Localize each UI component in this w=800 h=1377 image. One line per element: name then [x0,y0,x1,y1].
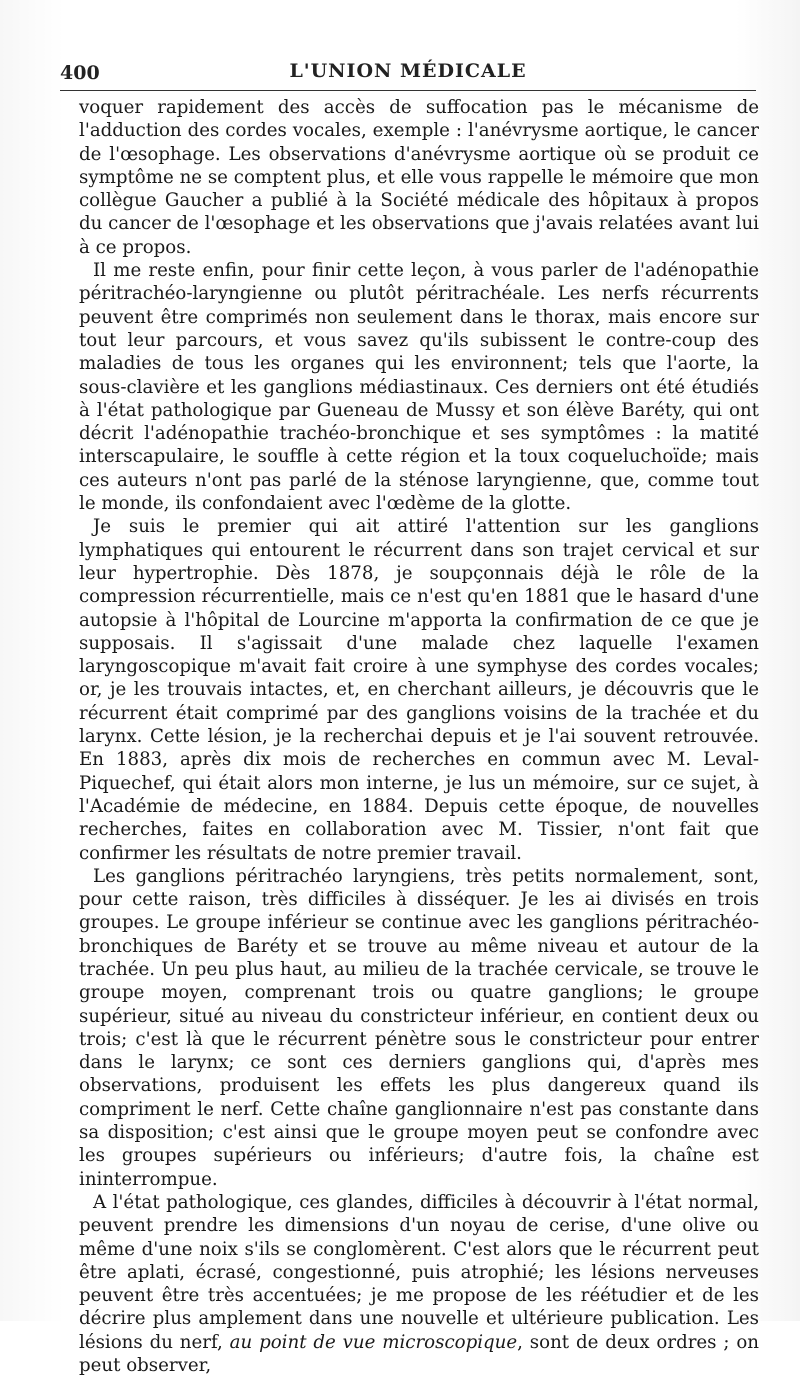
page-number: 400 [60,62,100,84]
paragraph-text: A l'état pathologique, ces glandes, difficiles à découvrir à l'état normal, peuvent prendre les dimensions d'un noyau de cerise, d'une olive ou même d'une noix s'ils se conglomèrent. C'est alors que le récurrent peut être aplati, écrasé, congestionné, puis atrophié; les lésions nerveuses peuvent être très accentuées; je me propose de les réétudier et de les décrire plus amplement dans une nouvelle et ultérieure publication. Les lésions du nerf, [79,1191,759,1353]
paragraph: voquer rapidement des accès de suffocation pas le mécanisme de l'adduction des cordes vocales, exemple : l'anévrysme aortique, le cancer de l'œsophage. Les observations d'anévrysme aortique où se produit ce symptôme ne se comptent plus, et elle vous rappelle le mémoire que mon collègue Gaucher a publié à la Société médicale des hôpitaux à propos du cancer de l'œsophage et les observations que j'avais relatées avant lui à ce propos. [79,97,759,258]
paragraph: Les ganglions péritrachéo laryngiens, très petits normalement, sont, pour cette raison, très difficiles à disséquer. Je les ai divisés en trois groupes. Le groupe inférieur se continue avec les ganglions péritrachéo-bronchiques de Baréty et se trouve au même niveau et autour de la trachée. Un peu plus haut, au milieu de la trachée cervicale, se trouve le groupe moyen, comprenant trois ou quatre ganglions; le groupe supérieur, situé au niveau du constricteur inférieur, en contient deux ou trois; c'est là que le récurrent pénètre sous le constricteur pour entrer dans le larynx; ce sont ces derniers ganglions qui, d'après mes observations, produisent les effets les plus dangereux quand ils compriment le nerf. Cette chaîne ganglionnaire n'est pas constante dans sa disposition; c'est ainsi que le groupe moyen peut se confondre avec les groupes supérieurs ou inférieurs; d'autre fois, la chaîne est ininterrompue. [79,865,759,1190]
header-rule [60,90,756,91]
italic-phrase: au point de vue microscopique [229,1331,518,1353]
paragraph: Je suis le premier qui ait attiré l'attention sur les ganglions lymphatiques qui entourent le récurrent dans son trajet cervical et sur leur hypertrophie. Dès 1878, je soupçonnais déjà le rôle de la compression récurrentielle, mais ce n'est qu'en 1881 que le hasard d'une autopsie à l'hôpital de Lourcine m'apporta la confirmation de ce que je supposais. Il s'agissait d'une malade chez laquelle l'examen laryngoscopique m'avait fait croire à une symphyse des cordes vocales; or, je les trouvais intactes, et, en cherchant ailleurs, je découvris que le récurrent était comprimé par des ganglions voisins de la trachée et du larynx. Cette lésion, je la recherchai depuis et je l'ai souvent retrouvée. En 1883, après dix mois de recherches en commun avec M. Leval-Piquechef, qui était alors mon interne, je lus un mémoire, sur ce sujet, à l'Académie de médecine, en 1884. Depuis cette époque, de nouvelles recherches, faites en collaboration avec M. Tissier, n'ont fait que confirmer les résultats de notre premier travail. [79,516,759,864]
running-title: L'UNION MÉDICALE [289,60,527,82]
paragraph-text: , sont de deux ordres ; on peut observer, [79,1331,759,1377]
paragraph [79,1191,759,1377]
page-header [60,50,756,84]
paragraph: Il me reste enfin, pour finir cette leçon, à vous parler de l'adénopathie péritrachéo-laryngienne ou plutôt péritrachéale. Les nerfs récurrents peuvent être comprimés non seulement dans le thorax, mais encore sur tout leur parcours, et vous savez qu'ils subissent le contre-coup des maladies de tous les organes qui les environnent; tels que l'aorte, la sous-clavière et les ganglions médiastinaux. Ces derniers ont été étudiés à l'état pathologique par Gueneau de Mussy et son élève Baréty, qui ont décrit l'adénopathie trachéo-bronchique et ses symptômes : la matité interscapulaire, le souffle à cette région et la toux coqueluchoïde; mais ces auteurs n'ont pas parlé de la sténose laryngienne, que, comme tout le monde, ils confondaient avec l'œdème de la glotte. [79,260,759,515]
body-text [79,96,759,1377]
